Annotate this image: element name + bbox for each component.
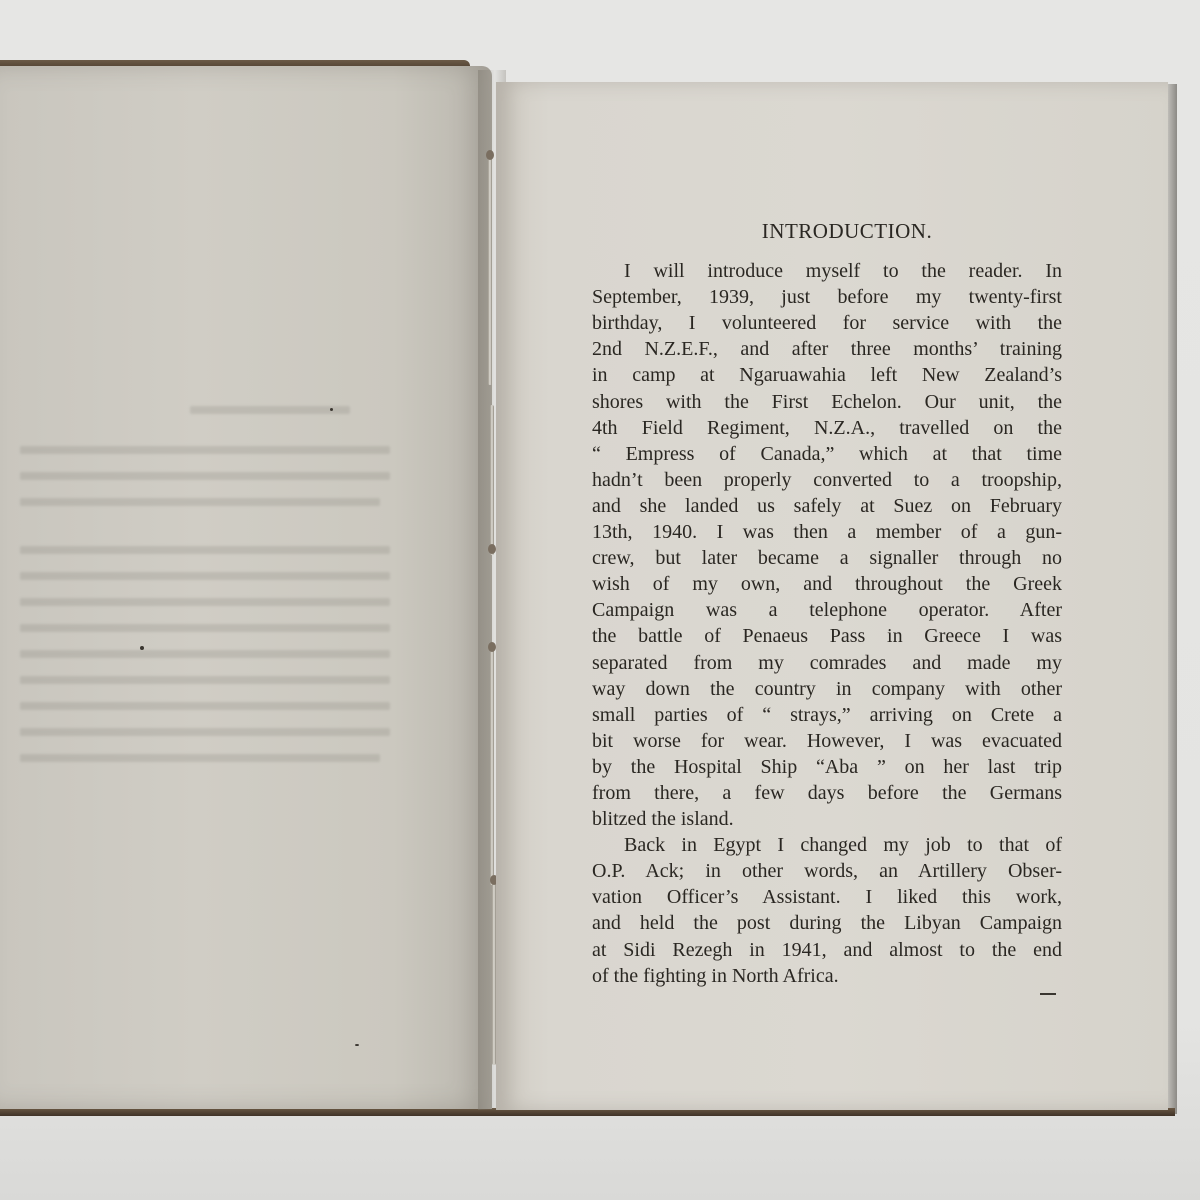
text-line: separated from my comrades and made my [592,651,1062,674]
text-line: by the Hospital Ship “Aba ” on her last trip [592,755,1062,778]
text-line: crew, but later became a signaller through no [592,547,1062,570]
text-line: in camp at Ngaruawahia left New Zealand’s [592,364,1062,387]
text-line: 4th Field Regiment, N.Z.A., travelled on the [592,416,1062,439]
introduction-text [592,218,1062,989]
paragraph-2 [592,832,1062,989]
chapter-heading: INTRODUCTION. [761,219,933,243]
left-page-blank [0,66,492,1109]
text-line: blitzed the island. [592,808,734,831]
text-line: shores with the First Echelon. Our unit, the [592,390,1062,413]
text-line: at Sidi Rezegh in 1941, and almost to the end [592,938,1062,961]
text-line: and she landed us safely at Suez on February [592,494,1062,517]
paragraph-1 [592,258,1062,832]
text-line: of the fighting in North Africa. [592,964,839,987]
text-line: from there, a few days before the Germans [592,781,1062,804]
text-line: O.P. Ack; in other words, an Artillery Obser- [592,860,1062,883]
text-line: bit worse for wear. However, I was evacuated [592,729,1062,752]
text-line: I will introduce myself to the reader. In [624,260,1062,283]
text-line: “ Empress of Canada,” which at that time [592,442,1062,465]
text-line: hadn’t been properly converted to a troopship, [592,468,1062,491]
show-through-text [20,396,400,796]
text-line: way down the country in company with other [592,677,1062,700]
text-line: 2nd N.Z.E.F., and after three months’ training [592,338,1062,361]
text-line: the battle of Penaeus Pass in Greece I was [592,625,1062,648]
text-line: small parties of “ strays,” arriving on Crete a [592,703,1062,726]
text-line: and held the post during the Libyan Campaign [592,912,1062,935]
end-dash-mark [1040,993,1056,995]
text-line: September, 1939, just before my twenty-first [592,286,1062,309]
text-line: vation Officer’s Assistant. I liked this work, [592,886,1062,909]
text-line: wish of my own, and throughout the Greek [592,573,1062,596]
text-line: birthday, I volunteered for service with the [592,312,1062,335]
text-line: 13th, 1940. I was then a member of a gun- [592,521,1062,544]
text-line: Campaign was a telephone operator. After [592,599,1062,622]
text-line: Back in Egypt I changed my job to that of [624,834,1062,857]
